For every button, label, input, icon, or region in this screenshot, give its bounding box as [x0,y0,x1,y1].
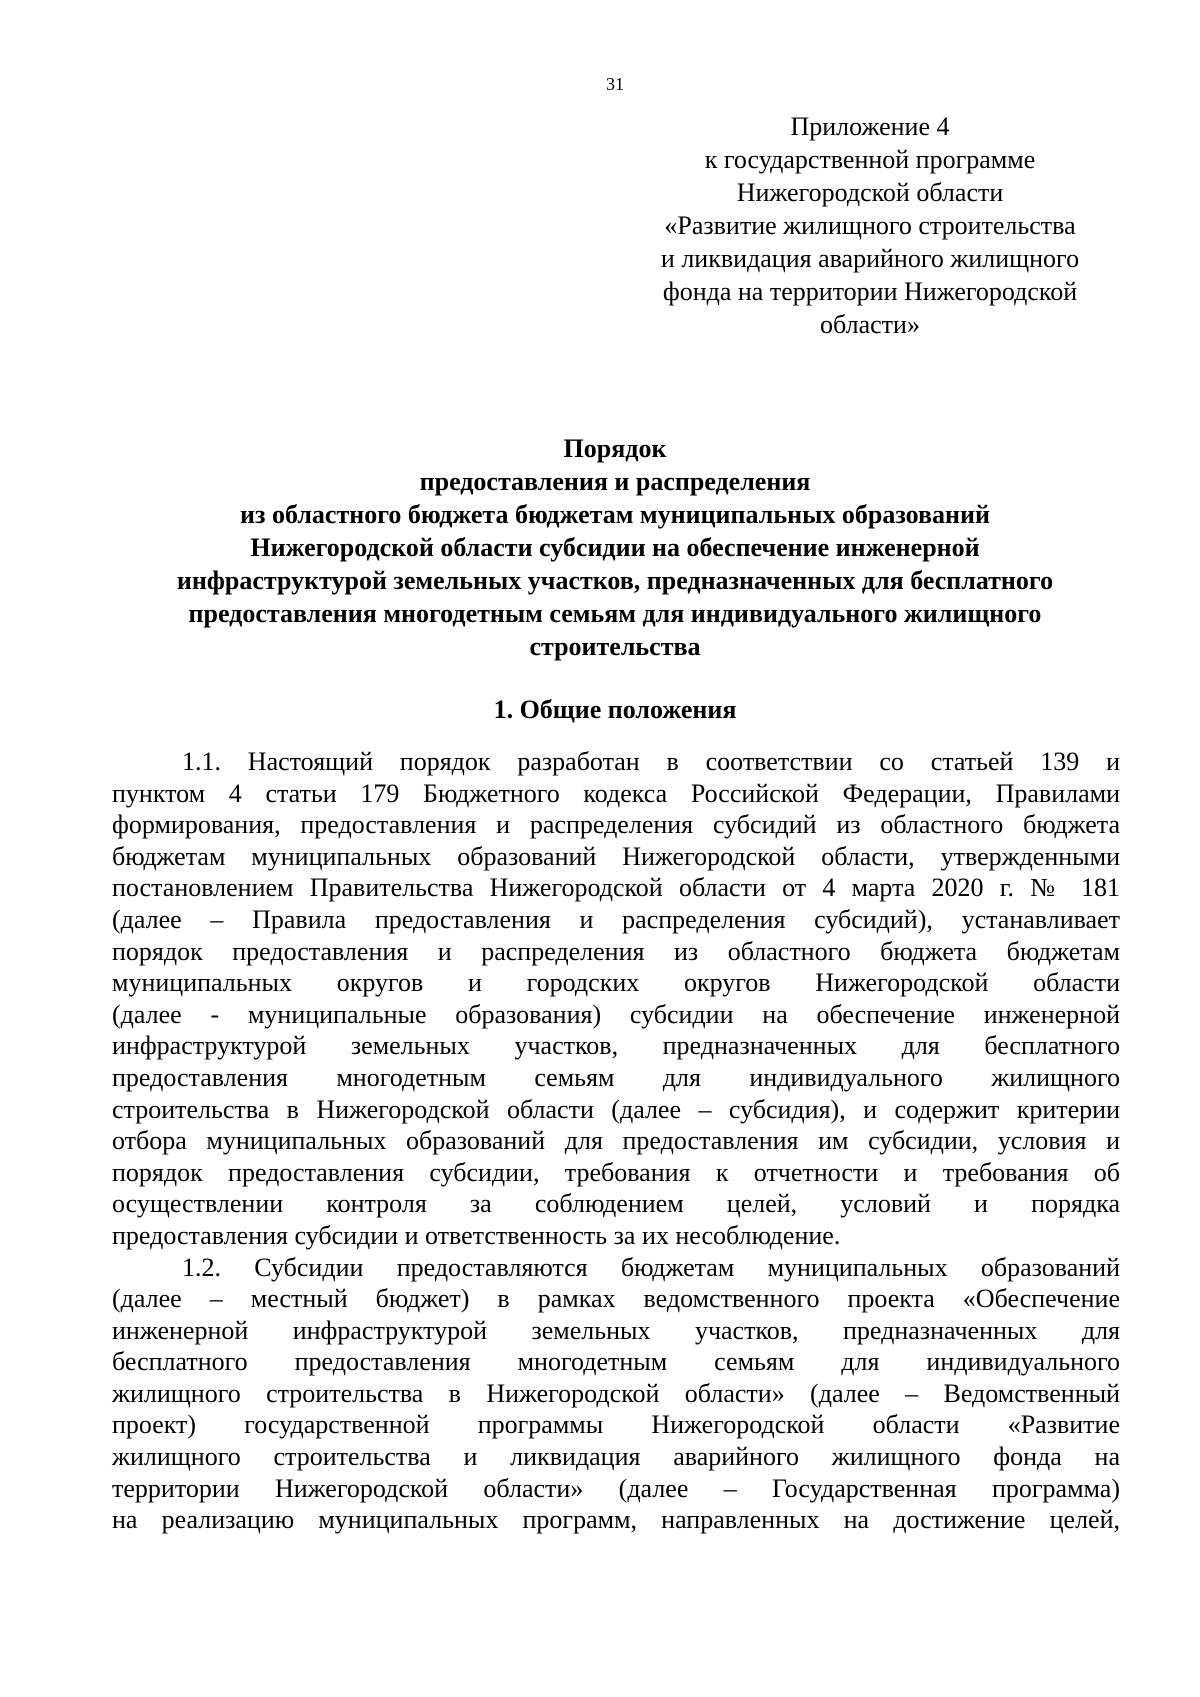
paragraph-line: муниципальных округов и городских округов Нижегородской области [112,968,1120,998]
title-line: строительства [529,632,701,661]
paragraph-line: проект) государственной программы Нижегородской области «Развитие [112,1410,1120,1440]
paragraph-line: пунктом 4 статьи 179 Бюджетного кодекса Российской Федерации, Правилами [112,778,1120,808]
paragraph-line: жилищного строительства в Нижегородской области» (далее – Ведомственный [112,1378,1120,1408]
title-line: инфраструктурой земельных участков, предназначенных для бесплатного [176,566,1054,595]
paragraph-line: порядок предоставления и распределения из областного бюджета бюджетам [112,936,1120,966]
paragraph-line: инфраструктурой земельных участков, предназначенных для бесплатного [112,1031,1120,1061]
paragraph-line: бюджетам муниципальных образований Нижегородской области, утвержденными [112,841,1120,871]
appendix-line: области» [820,310,920,339]
document-title [0,432,1200,663]
title-line: предоставления и распределения [419,467,811,496]
title-line: Порядок [563,434,667,463]
paragraph-line: 1.2. Субсидии предоставляются бюджетам муниципальных образований [182,1252,1120,1282]
title-line: предоставления многодетным семьям для индивидуального жилищного [188,599,1042,628]
appendix-line: Нижегородской области [736,178,1004,207]
appendix-block [620,110,1120,341]
paragraph-line: (далее – местный бюджет) в рамках ведомственного проекта «Обеспечение [112,1284,1120,1314]
paragraph-line: порядок предоставления субсидии, требования к отчетности и требования об [112,1157,1120,1187]
paragraph-line: отбора муниципальных образований для предоставления им субсидии, условия и [112,1126,1120,1156]
title-line: Нижегородской области субсидии на обеспечение инженерной [250,533,980,562]
paragraph-line: предоставления субсидии и ответственность за их несоблюдение. [112,1220,841,1250]
title-line: из областного бюджета бюджетам муниципальных образований [240,500,990,529]
paragraph-line: предоставления многодетным семьям для индивидуального жилищного [112,1062,1120,1092]
paragraph-line: на реализацию муниципальных программ, направленных на достижение целей, [112,1505,1120,1535]
paragraph-line: 1.1. Настоящий порядок разработан в соответствии со статьей 139 и [182,747,1120,776]
paragraph-1-2 [112,1252,1120,1536]
appendix-line: к государственной программе [704,145,1036,174]
paragraph-1-1 [112,746,1120,1252]
paragraph-line: строительства в Нижегородской области (далее – субсидия), и содержит критерии [112,1094,1120,1124]
section-heading: 1. Общие положения [493,695,737,724]
paragraph-line: бесплатного предоставления многодетным семьям для индивидуального [112,1347,1120,1377]
appendix-line: «Развитие жилищного строительства [664,211,1076,240]
paragraph-line: инженерной инфраструктурой земельных участков, предназначенных для [112,1315,1120,1345]
paragraph-line: (далее – Правила предоставления и распределения субсидий), устанавливает [112,904,1120,934]
body-text [112,746,1120,1536]
paragraph-line: осуществлении контроля за соблюдением целей, условий и порядка [112,1189,1120,1219]
appendix-line: Приложение 4 [790,112,950,141]
page-number: 31 [606,74,624,94]
paragraph-line: постановлением Правительства Нижегородской области от 4 марта 2020 г. № 181 [112,873,1120,903]
appendix-line: фонда на территории Нижегородской [662,277,1078,306]
appendix-line: и ликвидация аварийного жилищного [660,244,1080,273]
paragraph-line: жилищного строительства и ликвидация аварийного жилищного фонда на [112,1442,1120,1472]
paragraph-line: (далее - муниципальные образования) субсидии на обеспечение инженерной [112,999,1120,1029]
paragraph-line: формирования, предоставления и распределения субсидий из областного бюджета [112,810,1120,840]
paragraph-line: территории Нижегородской области» (далее – Государственная программа) [112,1473,1120,1503]
